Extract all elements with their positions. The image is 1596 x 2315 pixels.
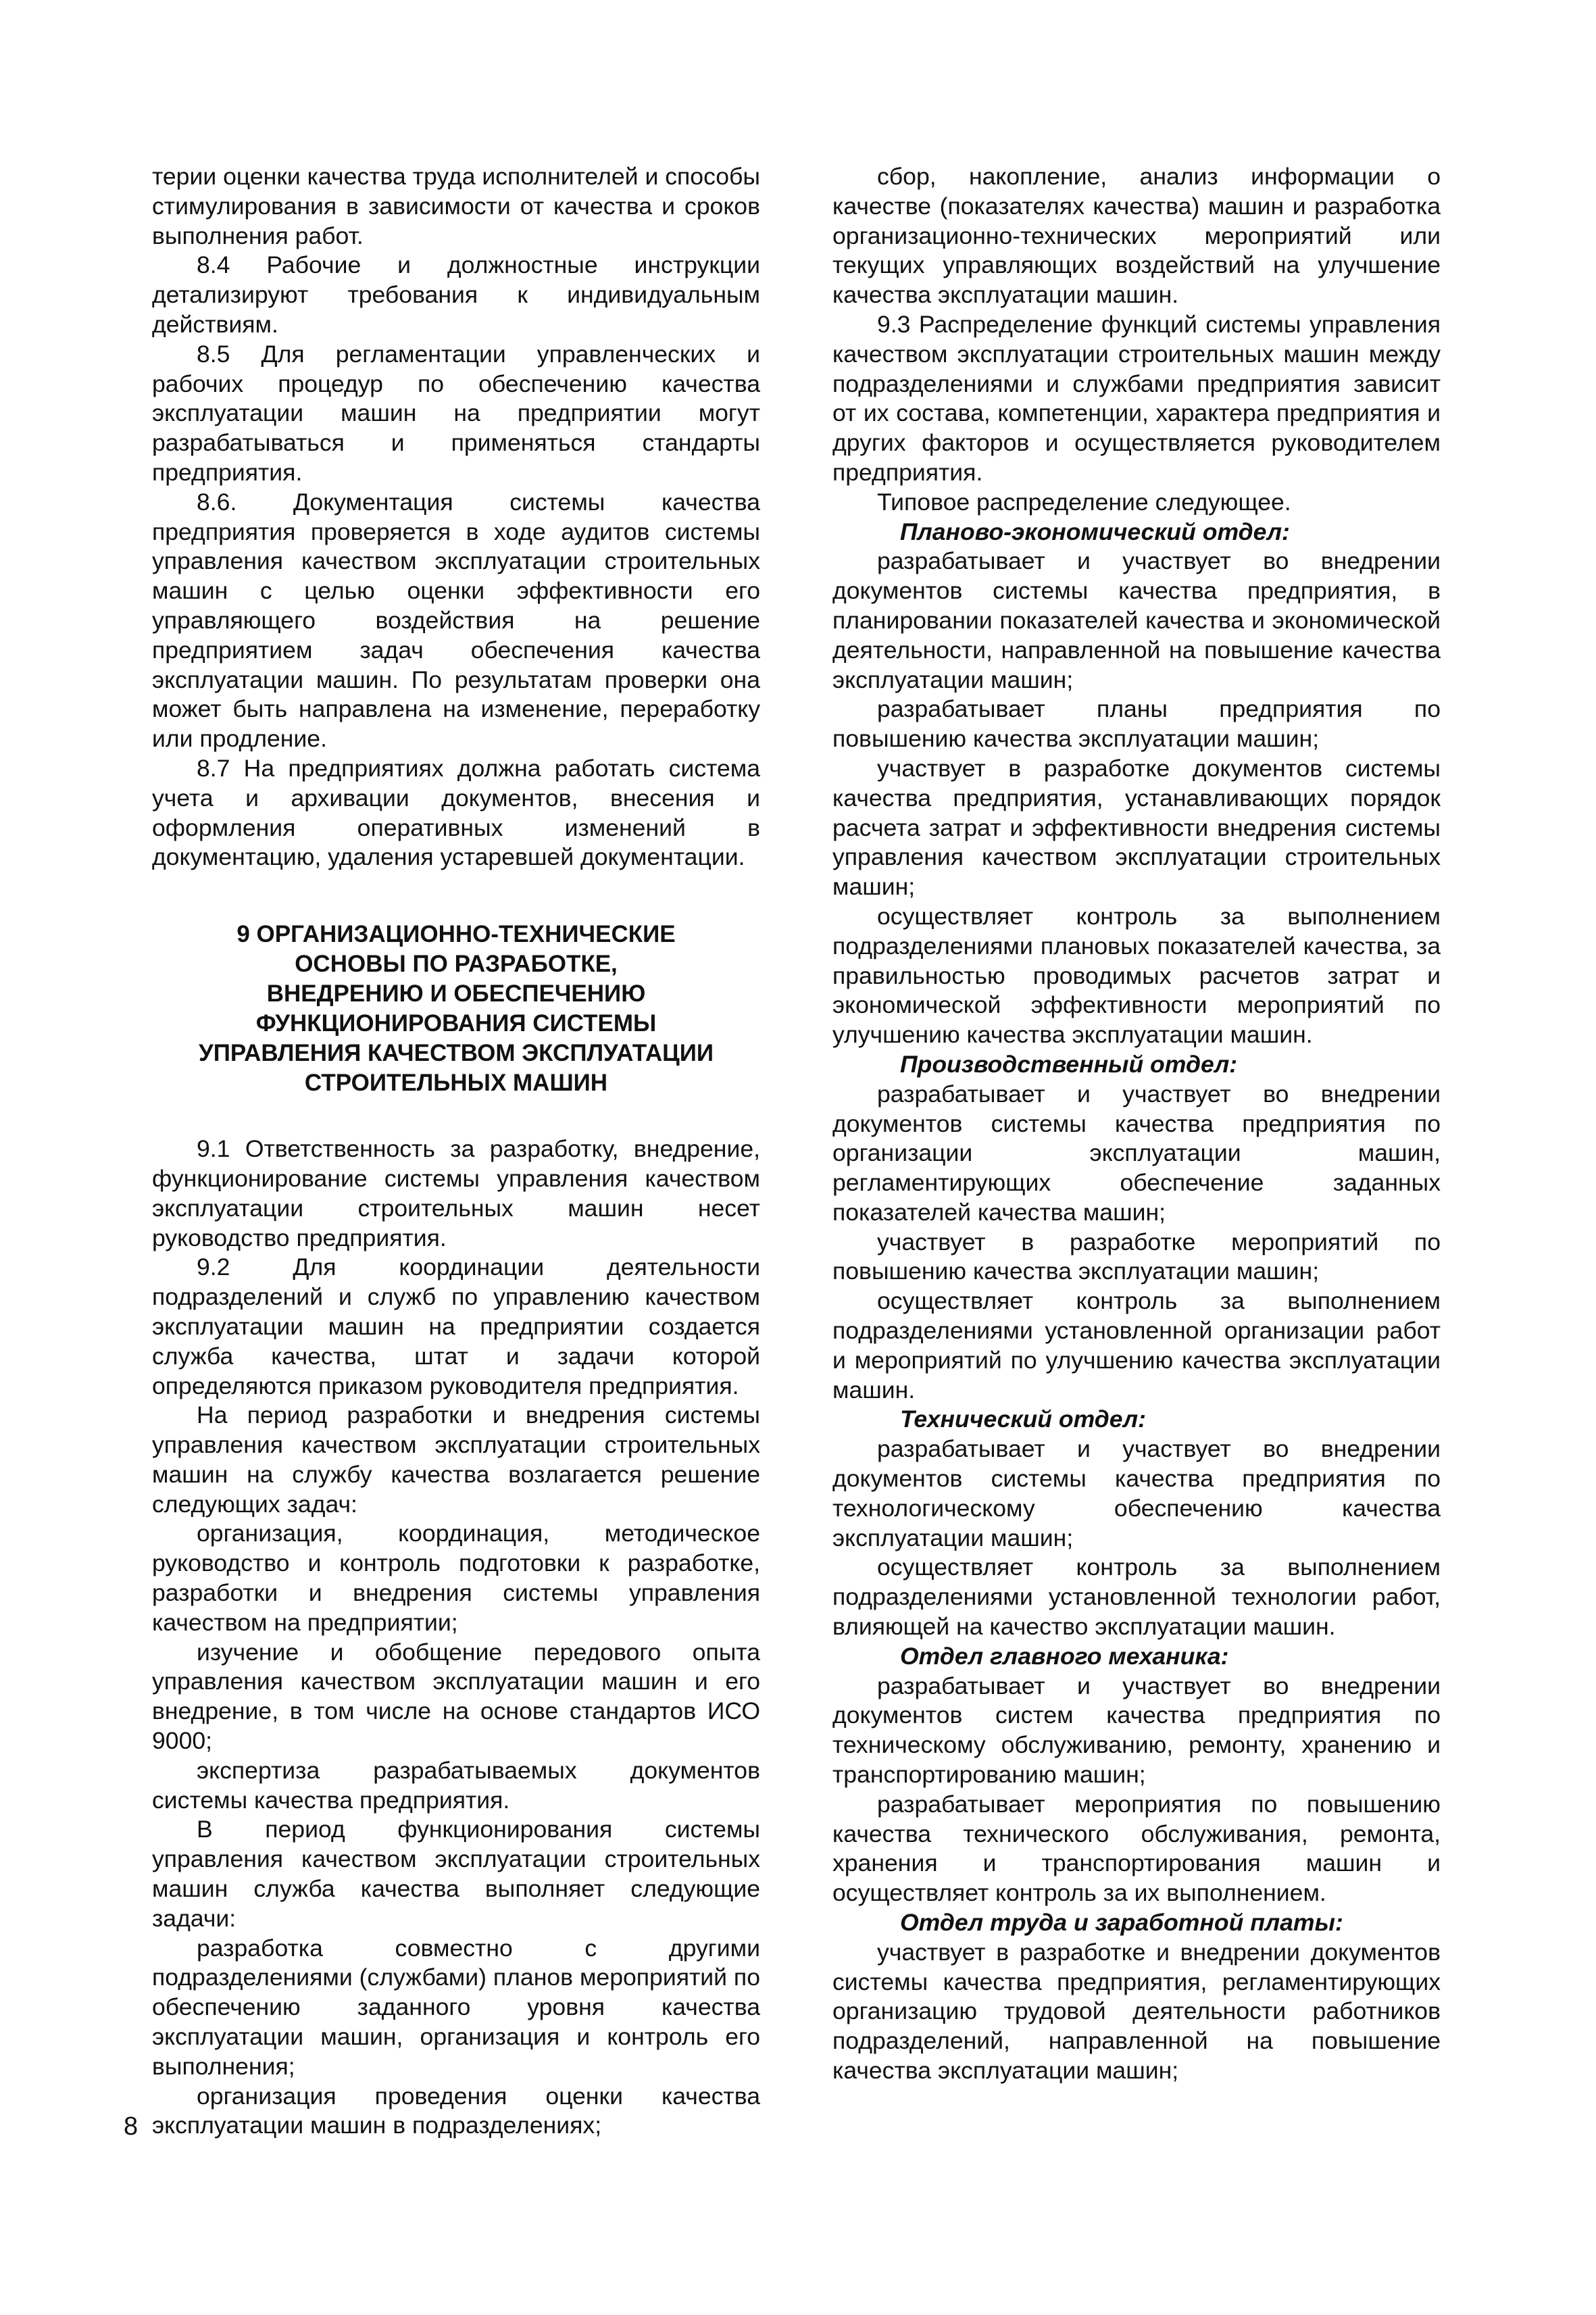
department-heading-planning: Планово-экономический отдел: [900,518,1290,545]
paragraph-8-4: 8.4 Рабочие и должностные инструкции детализируют требования к индивидуальным действиям. [152,251,760,338]
department-heading-labor: Отдел труда и заработной платы: [900,1909,1343,1937]
paragraph-development-period: На период разработки и внедрения системы управления качеством эксплуатации строительных машин на службу качества возлагается решение следующих задач: [152,1401,760,1518]
list-item: разрабатывает и участвует во внедрении документов систем качества предприятия по техническому обслуживанию, ремонту, хранению и транспортированию машин; [832,1672,1441,1789]
list-item: разрабатывает и участвует во внедрении документов системы качества предприятия, в планировании показателей качества и экономической деятельности, направленной на повышение качества эксплуатации машин; [832,547,1441,693]
paragraph-8-6: 8.6. Документация системы качества предприятия проверяется в ходе аудитов системы управления качеством эксплуатации строительных машин с целью оценки эффективности его управляющего воздействия на решение предприятием задач обеспечения качества эксплуатации машин. По результатам проверки она может быть направлена на изменение, переработку или продление. [152,488,760,753]
heading-line: УПРАВЛЕНИЯ КАЧЕСТВОМ ЭКСПЛУАТАЦИИ [198,1040,714,1067]
list-item: организация, координация, методическое руководство и контроль подготовки к разработке, разработки и внедрения системы управления качеством на предприятии; [152,1520,760,1636]
list-item: разрабатывает мероприятия по повышению качества технического обслуживания, ремонта, хранения и транспортирования машин и осуществляет контроль за их выполнением. [832,1790,1441,1907]
list-item: осуществляет контроль за выполнением подразделениями установленной технологии работ, влияющей на качество эксплуатации машин. [832,1553,1441,1641]
heading-line: ВНЕДРЕНИЮ И ОБЕСПЕЧЕНИЮ [266,980,646,1007]
paragraph-8-7: 8.7 На предприятиях должна работать система учета и архивации документов, внесения и оформления оперативных изменений в документацию, удаления устаревшей документации. [152,754,760,871]
list-item: организация проведения оценки качества эксплуатации машин в подразделениях; [152,2082,760,2139]
list-item: осуществляет контроль за выполнением подразделениями установленной организации работ и мероприятий по улучшению качества эксплуатации машин. [832,1287,1441,1403]
list-item: разработка совместно с другими подразделениями (службами) планов мероприятий по обеспечению заданного уровня качества эксплуатации машин, организация и контроль его выполнения; [152,1934,760,2080]
list-item: разрабатывает и участвует во внедрении документов системы качества предприятия по организации эксплуатации машин, регламентирующих обеспечение заданных показателей качества машин; [832,1080,1441,1226]
heading-line: ОСНОВЫ ПО РАЗРАБОТКЕ, [295,951,618,978]
heading-line: СТРОИТЕЛЬНЫХ МАШИН [304,1070,608,1097]
paragraph-8-5: 8.5 Для регламентации управленческих и рабочих процедур по обеспечению качества эксплуатации машин на предприятии могут разрабатываться и применяться стандарты предприятия. [152,340,760,486]
heading-line: 9 ОРГАНИЗАЦИОННО-ТЕХНИЧЕСКИЕ [236,921,676,948]
list-item: разрабатывает и участвует во внедрении документов системы качества предприятия по технологическому обеспечению качества эксплуатации машин; [832,1435,1441,1551]
section-9-heading [152,920,760,1098]
heading-line: ФУНКЦИОНИРОВАНИЯ СИСТЕМЫ [255,1010,657,1037]
list-item: осуществляет контроль за выполнением подразделениями плановых показателей качества, за правильностью проводимых расчетов затрат и экономической эффективности мероприятий по улучшению качества эксплуатации машин. [832,902,1441,1049]
department-heading-production: Производственный отдел: [900,1050,1238,1078]
paragraph-9-1: 9.1 Ответственность за разработку, внедрение, функционирование системы управления качеством эксплуатации строительных машин несет руководство предприятия. [152,1135,760,1251]
list-item: экспертиза разрабатываемых документов системы качества предприятия. [152,1756,760,1814]
department-heading-technical: Технический отдел: [900,1405,1146,1433]
list-item: участвует в разработке и внедрении документов системы качества предприятия, регламентирующих организацию трудовой деятельности работников подразделений, направленной на повышение качества эксплуатации машин; [832,1938,1441,2084]
paragraph-9-3: 9.3 Распределение функций системы управления качеством эксплуатации строительных машин между подразделениями и службами предприятия зависит от их состава, компетенции, характера предприятия и других факторов и осуществляется руководителем предприятия. [832,310,1441,486]
paragraph-operation-period: В период функционирования системы управления качеством эксплуатации строительных машин служба качества выполняет следующие задачи: [152,1816,760,1932]
paragraph-typical-distribution: Типовое распределение следующее. [877,488,1291,516]
left-column [152,162,760,2141]
department-heading-chief-mechanic: Отдел главного механика: [900,1642,1229,1670]
list-item: сбор, накопление, анализ информации о качестве (показателях качества) машин и разработка организационно-технических мероприятий или текущих управляющих воздействий на улучшение качества эксплуатации машин. [832,163,1441,309]
list-item: разрабатывает планы предприятия по повышению качества эксплуатации машин; [832,695,1441,753]
paragraph-9-2: 9.2 Для координации деятельности подразделений и служб по управлению качеством эксплуатации машин на предприятии создается служба качества, штат и задачи которой определяются приказом руководителя предприятия. [152,1253,760,1399]
right-column [832,162,1441,2086]
list-item: участвует в разработке документов системы качества предприятия, устанавливающих порядок расчета затрат и эффективности внедрения системы управления качеством эксплуатации строительных машин; [832,754,1441,901]
list-item: изучение и обобщение передового опыта управления качеством эксплуатации машин и его внедрение, в том числе на основе стандартов ИСО 9000; [152,1638,760,1755]
list-item: участвует в разработке мероприятий по повышению качества эксплуатации машин; [832,1228,1441,1285]
page-number: 8 [124,2112,139,2141]
paragraph-continuation: терии оценки качества труда исполнителей и способы стимулирования в зависимости от качества и сроков выполнения работ. [152,163,760,249]
